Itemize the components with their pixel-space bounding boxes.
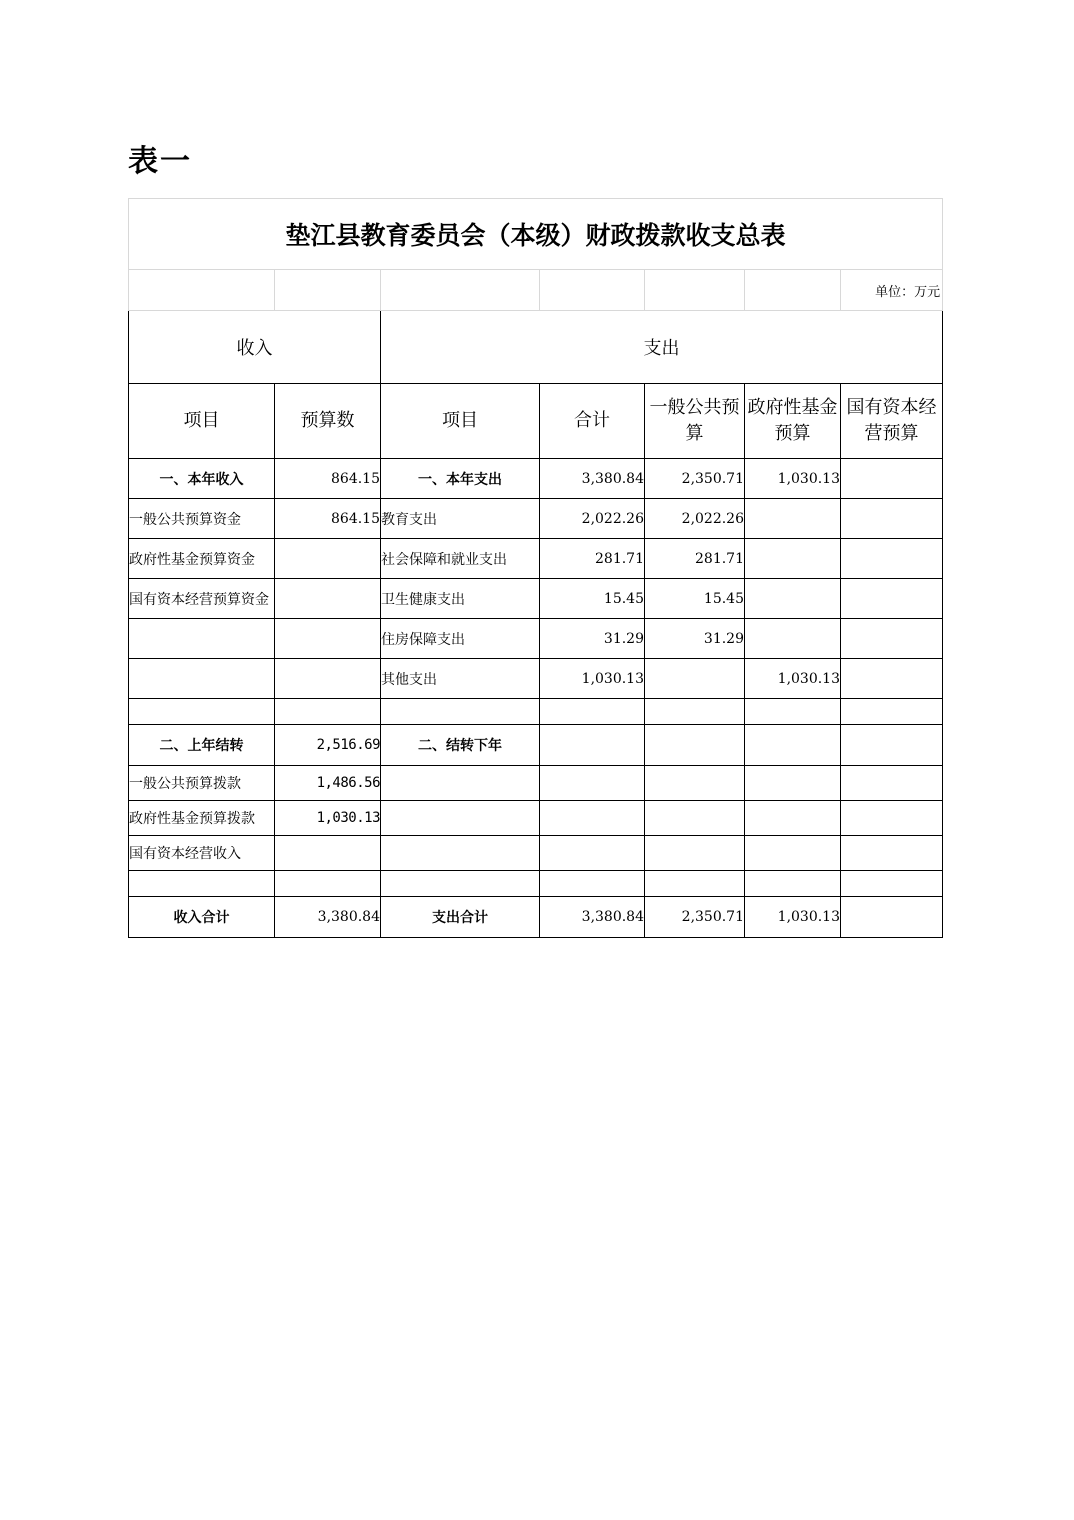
table-row bbox=[129, 619, 943, 659]
income-value bbox=[275, 659, 381, 699]
expense-item bbox=[381, 871, 540, 897]
income-item: 国有资本经营收入 bbox=[129, 836, 275, 871]
blank-cell bbox=[381, 270, 540, 311]
state-capital-value bbox=[841, 801, 943, 836]
general-public-value bbox=[645, 836, 745, 871]
income-value bbox=[275, 539, 381, 579]
income-value bbox=[275, 619, 381, 659]
income-item: 政府性基金预算资金 bbox=[129, 539, 275, 579]
income-value bbox=[275, 836, 381, 871]
general-public-value bbox=[645, 871, 745, 897]
general-public-value: 281.71 bbox=[645, 539, 745, 579]
state-capital-value bbox=[841, 619, 943, 659]
expense-item: 住房保障支出 bbox=[381, 619, 540, 659]
gov-fund-value bbox=[745, 699, 841, 725]
blank-cell bbox=[540, 270, 645, 311]
state-capital-value bbox=[841, 459, 943, 499]
total-value: 31.29 bbox=[540, 619, 645, 659]
income-value: 864.15 bbox=[275, 459, 381, 499]
table-row bbox=[129, 539, 943, 579]
state-capital-value bbox=[841, 766, 943, 801]
expense-item bbox=[381, 766, 540, 801]
general-public-value bbox=[645, 801, 745, 836]
total-value bbox=[540, 836, 645, 871]
title-row bbox=[129, 199, 943, 270]
income-item: 二、上年结转 bbox=[129, 725, 275, 766]
general-public-value: 15.45 bbox=[645, 579, 745, 619]
state-capital-value bbox=[841, 871, 943, 897]
unit-row bbox=[129, 270, 943, 311]
total-value: 281.71 bbox=[540, 539, 645, 579]
blank-cell bbox=[745, 270, 841, 311]
expense-group-header: 支出 bbox=[381, 311, 943, 384]
total-row bbox=[129, 897, 943, 938]
gov-fund-value: 1,030.13 bbox=[745, 897, 841, 938]
income-value bbox=[275, 699, 381, 725]
state-capital-value bbox=[841, 539, 943, 579]
income-total-value: 3,380.84 bbox=[275, 897, 381, 938]
gov-fund-value bbox=[745, 499, 841, 539]
state-capital-value bbox=[841, 499, 943, 539]
total-value bbox=[540, 871, 645, 897]
expense-item bbox=[381, 801, 540, 836]
gov-fund-value bbox=[745, 619, 841, 659]
expense-item: 二、结转下年 bbox=[381, 725, 540, 766]
expense-item: 一、本年支出 bbox=[381, 459, 540, 499]
expense-item: 卫生健康支出 bbox=[381, 579, 540, 619]
state-capital-value bbox=[841, 699, 943, 725]
income-value bbox=[275, 871, 381, 897]
gov-fund-value bbox=[745, 579, 841, 619]
blank-cell bbox=[645, 270, 745, 311]
expense-item bbox=[381, 699, 540, 725]
gov-fund-value: 1,030.13 bbox=[745, 659, 841, 699]
blank-cell bbox=[275, 270, 381, 311]
income-item: 一般公共预算资金 bbox=[129, 499, 275, 539]
col-expense-item: 项目 bbox=[381, 384, 540, 459]
income-value: 864.15 bbox=[275, 499, 381, 539]
state-capital-value bbox=[841, 579, 943, 619]
general-public-value bbox=[645, 725, 745, 766]
general-public-value bbox=[645, 699, 745, 725]
income-value bbox=[275, 579, 381, 619]
expense-item: 其他支出 bbox=[381, 659, 540, 699]
gov-fund-value bbox=[745, 539, 841, 579]
income-total-label: 收入合计 bbox=[129, 897, 275, 938]
expense-total-label: 支出合计 bbox=[381, 897, 540, 938]
income-item: 一般公共预算拨款 bbox=[129, 766, 275, 801]
total-value bbox=[540, 725, 645, 766]
total-value: 3,380.84 bbox=[540, 459, 645, 499]
group-header-row bbox=[129, 311, 943, 384]
gov-fund-value bbox=[745, 836, 841, 871]
table-row bbox=[129, 725, 943, 766]
blank-cell bbox=[129, 270, 275, 311]
table-row bbox=[129, 699, 943, 725]
state-capital-value bbox=[841, 725, 943, 766]
total-value: 15.45 bbox=[540, 579, 645, 619]
col-income-item: 项目 bbox=[129, 384, 275, 459]
table-row bbox=[129, 659, 943, 699]
col-total: 合计 bbox=[540, 384, 645, 459]
table-row bbox=[129, 499, 943, 539]
general-public-value: 2,350.71 bbox=[645, 459, 745, 499]
total-value: 2,022.26 bbox=[540, 499, 645, 539]
col-income-budget: 预算数 bbox=[275, 384, 381, 459]
gov-fund-value bbox=[745, 871, 841, 897]
table-row bbox=[129, 836, 943, 871]
general-public-value bbox=[645, 659, 745, 699]
table-row bbox=[129, 459, 943, 499]
total-value bbox=[540, 766, 645, 801]
table-row bbox=[129, 801, 943, 836]
doc-label: 表一 bbox=[128, 144, 192, 179]
unit-label: 单位：万元 bbox=[841, 270, 943, 311]
expense-item bbox=[381, 836, 540, 871]
income-item bbox=[129, 699, 275, 725]
income-item bbox=[129, 659, 275, 699]
table-row bbox=[129, 579, 943, 619]
total-value bbox=[540, 801, 645, 836]
finance-table bbox=[128, 198, 943, 938]
income-group-header: 收入 bbox=[129, 311, 381, 384]
income-value: 2,516.69 bbox=[275, 725, 381, 766]
total-value bbox=[540, 699, 645, 725]
general-public-value: 31.29 bbox=[645, 619, 745, 659]
income-item bbox=[129, 619, 275, 659]
gov-fund-value bbox=[745, 725, 841, 766]
income-value: 1,030.13 bbox=[275, 801, 381, 836]
table-title: 垫江县教育委员会（本级）财政拨款收支总表 bbox=[129, 199, 943, 270]
col-state-capital: 国有资本经营预算 bbox=[841, 384, 943, 459]
total-value: 3,380.84 bbox=[540, 897, 645, 938]
income-item: 一、本年收入 bbox=[129, 459, 275, 499]
general-public-value: 2,022.26 bbox=[645, 499, 745, 539]
income-item bbox=[129, 871, 275, 897]
col-gov-fund: 政府性基金预算 bbox=[745, 384, 841, 459]
state-capital-value bbox=[841, 836, 943, 871]
state-capital-value bbox=[841, 659, 943, 699]
table-row bbox=[129, 766, 943, 801]
expense-item: 教育支出 bbox=[381, 499, 540, 539]
total-value: 1,030.13 bbox=[540, 659, 645, 699]
income-item: 国有资本经营预算资金 bbox=[129, 579, 275, 619]
general-public-value bbox=[645, 766, 745, 801]
gov-fund-value bbox=[745, 801, 841, 836]
income-item: 政府性基金预算拨款 bbox=[129, 801, 275, 836]
state-capital-value bbox=[841, 897, 943, 938]
income-value: 1,486.56 bbox=[275, 766, 381, 801]
column-header-row bbox=[129, 384, 943, 459]
gov-fund-value: 1,030.13 bbox=[745, 459, 841, 499]
table-row bbox=[129, 871, 943, 897]
col-general-public: 一般公共预算 bbox=[645, 384, 745, 459]
gov-fund-value bbox=[745, 766, 841, 801]
general-public-value: 2,350.71 bbox=[645, 897, 745, 938]
expense-item: 社会保障和就业支出 bbox=[381, 539, 540, 579]
